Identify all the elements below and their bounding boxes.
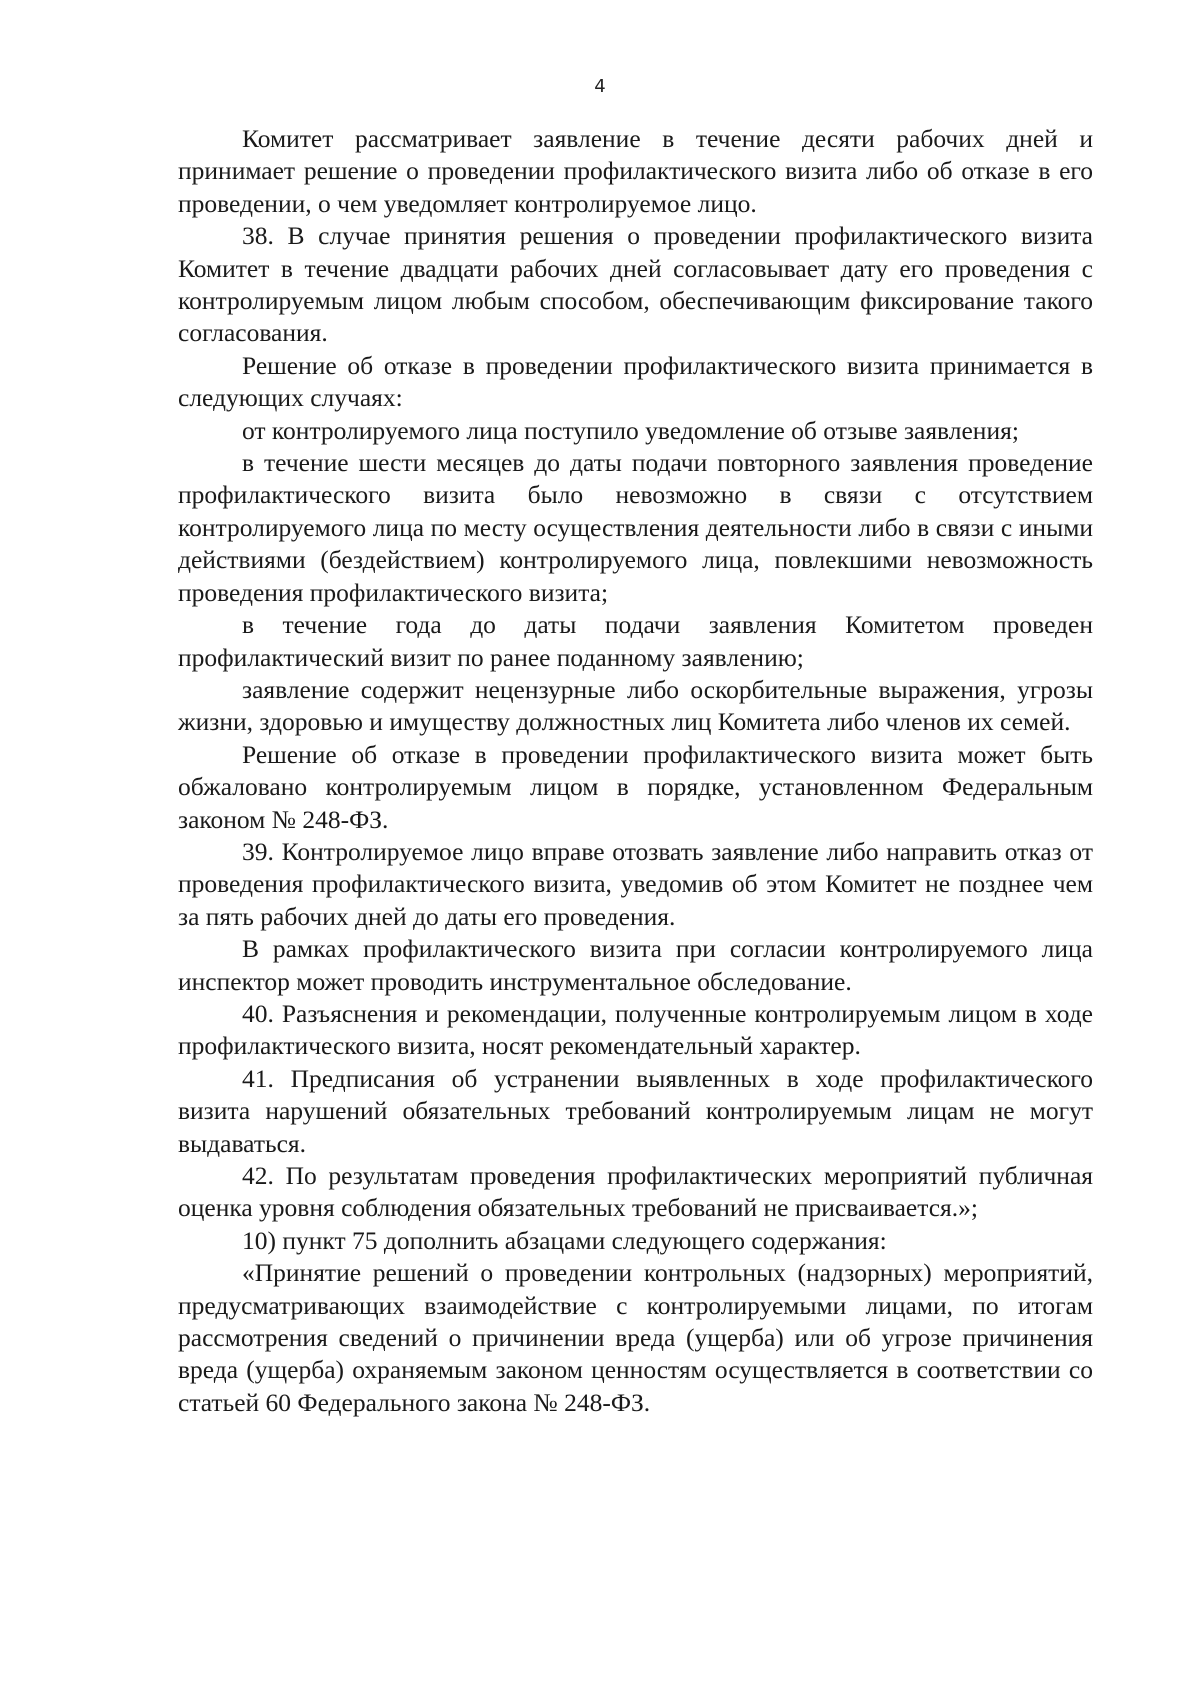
paragraph: «Принятие решений о проведении контрольных (надзорных) мероприятий, предусматривающих взаимодействие с контролируемыми лицами, по итогам рассмотрения сведений о причинении вреда (ущерба) или об угрозе причинения вреда (ущерба) охраняемым законом ценностям осуществляется в соответствии со статьей 60 Федерального закона № 248-ФЗ.	[178, 1258, 1093, 1417]
paragraph: 38. В случае принятия решения о проведении профилактического визита Комитет в течение двадцати рабочих дней согласовывает дату его проведения с контролируемым лицом любым способом, обеспечивающим фиксирование такого согласования.	[178, 221, 1093, 348]
paragraph: в течение года до даты подачи заявления Комитетом проведен профилактический визит по ранее поданному заявлению;	[178, 610, 1093, 672]
paragraph: от контролируемого лица поступило уведомление об отзыве заявления;	[242, 415, 1019, 445]
page-number: 4	[594, 76, 606, 97]
paragraph: заявление содержит нецензурные либо оскорбительные выражения, угрозы жизни, здоровью и имуществу должностных лиц Комитета либо членов их семей.	[178, 674, 1093, 737]
paragraph: Комитет рассматривает заявление в течение десяти рабочих дней и принимает решение о проведении профилактического визита либо об отказе в его проведении, о чем уведомляет контролируемое лицо.	[178, 124, 1093, 218]
paragraph: 10) пункт 75 дополнить абзацами следующего содержания:	[242, 1225, 887, 1255]
paragraph: Решение об отказе в проведении профилактического визита принимается в следующих случаях:	[178, 350, 1093, 413]
paragraph: 41. Предписания об устранении выявленных в ходе профилактического визита нарушений обязательных требований контролируемым лицам не могут выдаваться.	[178, 1063, 1093, 1158]
document-body	[178, 123, 1093, 1419]
paragraph: 42. По результатам проведения профилактических мероприятий публичная оценка уровня соблюдения обязательных требований не присваивается.»;	[178, 1161, 1093, 1223]
paragraph: 39. Контролируемое лицо вправе отозвать заявление либо направить отказ от проведения профилактического визита, уведомив об этом Комитет не позднее чем за пять рабочих дней до даты его проведения.	[178, 836, 1093, 931]
paragraph: 40. Разъяснения и рекомендации, полученные контролируемым лицом в ходе профилактического визита, носят рекомендательный характер.	[178, 998, 1093, 1061]
paragraph: в течение шести месяцев до даты подачи повторного заявления проведение профилактического визита было невозможно в связи с отсутствием контролируемого лица по месту осуществления деятельности либо в связи с иными действиями (бездействием) контролируемого лица, повлекшими невозможность проведения профилактического визита;	[178, 448, 1093, 607]
paragraph: Решение об отказе в проведении профилактического визита может быть обжаловано контролируемым лицом в порядке, установленном Федеральным законом № 248-ФЗ.	[178, 739, 1093, 834]
paragraph: В рамках профилактического визита при согласии контролируемого лица инспектор может проводить инструментальное обследование.	[178, 934, 1093, 996]
